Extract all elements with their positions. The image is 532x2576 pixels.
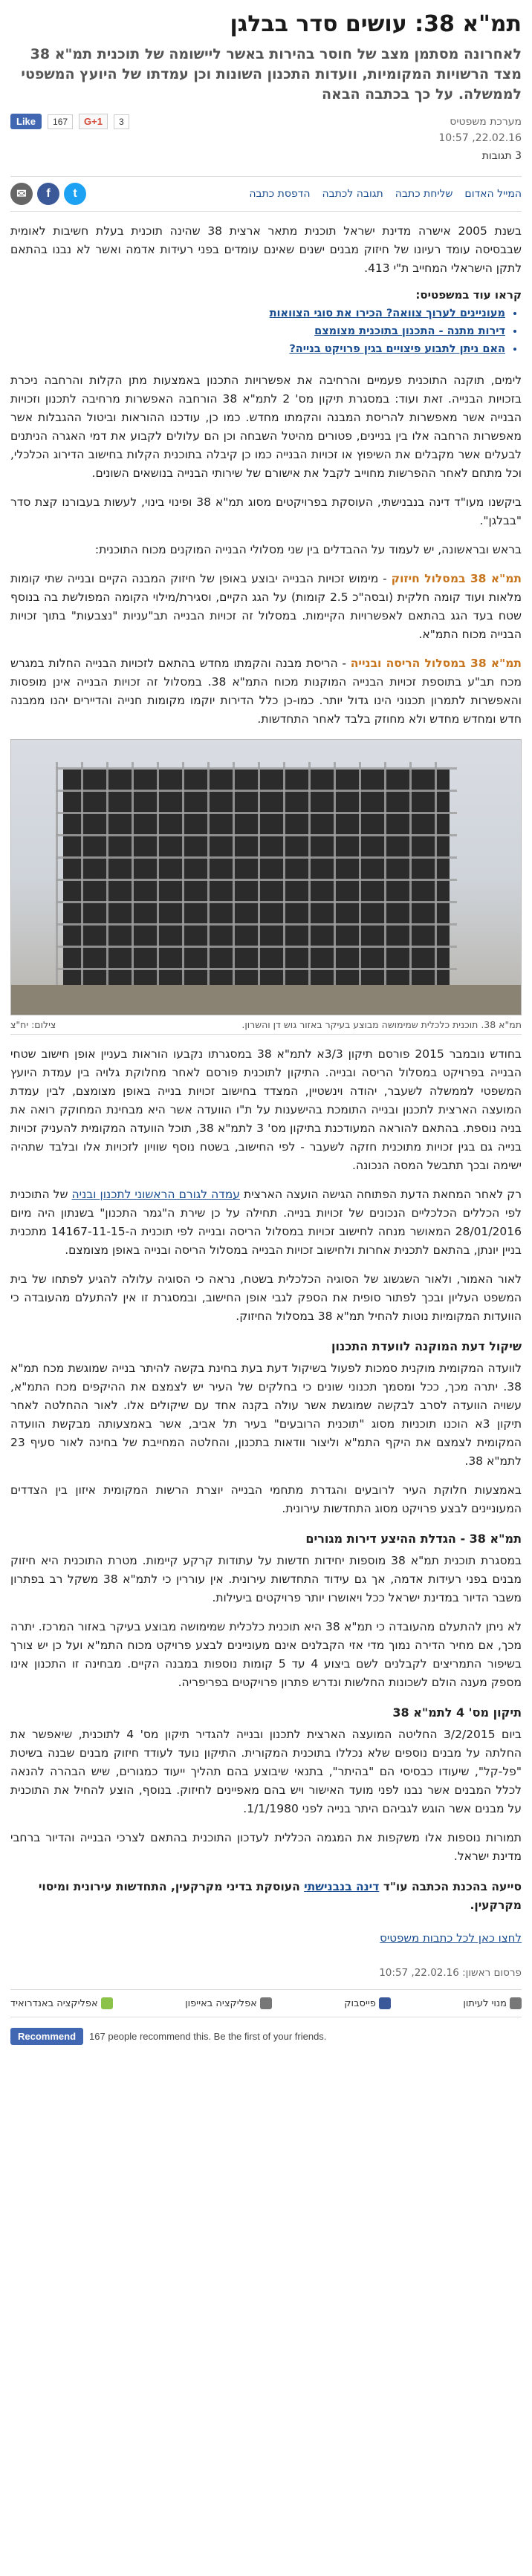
- related-list: [10, 305, 522, 358]
- recommend-link[interactable]: המייל האדום: [464, 188, 522, 200]
- fb-like-count: 167: [48, 114, 73, 129]
- related-item[interactable]: • דירות מתנה - התכנון בתוכנית מצומצם: [10, 322, 505, 340]
- facebook-icon[interactable]: f: [37, 183, 59, 205]
- twitter-icon[interactable]: t: [64, 183, 86, 205]
- paragraph: לימים, תוקנה התוכנית פעמיים והרחיבה את אפשרויות התכנון באמצעות מתן הקלות והרחבה ניכרת בזכויות הבנייה. זאת ועוד: במסגרת תיקון מס' 2 לתמ"א 38 הורחבה האפשרות מרחיבה לתכנון וזכויות הבנייה אשר מאפשרות להריסת המבנה והקמתו מחדש. כמו כן, עודכנו ההוראות וביטול ההגבלות אשר מאפשרות הרחבה אלו בין בניינים, פטורים מהיטל השבחה וכן הם עלולים לקבוע את דמי האגרה הניתנים לבעלים אשר מקבלים את השיפוץ או זכויות הבנייה כמו כן קיבלה בתוכנית הקלות בחישוב הדירוג הכלכלי, וכל מתחם לאחר ההפרשות מחוייב לקבל את אישורם של שירותי הבנייה בנושאים השונים.: [10, 374, 522, 480]
- first-publish: פרסום ראשון: 22.02.16, 10:57: [379, 1967, 522, 1979]
- paragraph-text: - הריסת מבנה והקמתו מחדש בהתאם לזכויות הבנייה החלות במגרש מכח תב"ע בתוספת זכויות הבנייה המוקנות מכוח התמ"א 38. במסלול זה זכויות הבנייה אינן מופסות והאפשרות לתמרון תכנוני הינו גדול יותר. כמו-כן כלל הדירות יוקמו מקומות חנייה והדיירים יהנו ממבנה חדש ומחדש מחדש ולא מחוזק בלבד לאחר התחדשות.: [10, 657, 522, 726]
- respond-link[interactable]: תגובה לכתבה: [322, 188, 383, 200]
- paragraph-text: של התוכנית לפי הכללים הכלכליים הנכונים של זכויות בנייה. תחילה על כן שירת ה"גמר התכנון" בשנתון היה מיום 28/01/2016 המאושר מנחה לחישוב זכויות במסלול הריסה ובנייה לפי תוכנית ה-14167-11-15 מתכנית בניין יונתן, בהתאם לתכנית אחרות ולחישוב זכויות הבנייה במסלול הריסה ובנייה באופן מצומצם.: [10, 1188, 522, 1257]
- inline-link[interactable]: עמדה לגורם הראשוני לתכנון ובניה: [71, 1188, 240, 1201]
- related-articles: [10, 288, 522, 358]
- article-toolbar: [10, 176, 522, 212]
- iphone-app-link[interactable]: [185, 1997, 272, 2009]
- article-meta: [438, 114, 522, 164]
- article-page: [0, 10, 532, 2045]
- paragraph: ביקשנו מעו"ד דינה בנבנישתי, העוסקת בפרויקטים מסוג תמ"א 38 ופינוי בינוי, לעשות בעבורנו קצת סדר "בבלגן".: [10, 495, 522, 527]
- paragraph: בשנת 2005 אישרה מדינת ישראל תוכנית מתאר ארצית 38 שהינה תוכנית בעלת חשיבות לאומית שבבסיסה עומד רעיונו של חיזוק מבנים ישנים שאינם עומדים בפני רעידות אדמה ואשר לא נבנו בהתאם לתקן הישראלי המחייב ת"י 413.: [10, 224, 522, 275]
- publish-date: 22.02.16, 10:57: [438, 132, 522, 144]
- android-icon: [101, 1997, 113, 2009]
- paragraph: לוועדה המקומית מוקנית סמכות לפעול בשיקול דעת בעת בחינת בקשה להיתר בנייה שמוגשת מכח תמ"א 38. יתרה מכך, ככל ומסמך תכנוני שונים כי בחלקים של העיר יש לצמצם את ההיקפים מכח התמ"א, עשויה הוועדה לסרב לבקשה שמוגשת אשר עולה בקנה אחד עם שיקולים אלו. לאור ההחלטה לאחר תיקון 3א הוכנו תוכניות מסוג "תוכנית הרובעים" בעיר תל אביב, אשר באמצעותה מבקשת הוועדה המקומית לצמצם את היקף התמ"א וליצור וודאות בתכנון, והחלטה המחייבת של בחינה לאור סעיף 23 לתמ"א 38.: [10, 1362, 522, 1468]
- social-icons: [10, 183, 86, 205]
- paragraph: לאור האמור, ולאור השגשוג של הסוגיה הכלכלית בשטח, נראה כי הסוגיה עלולה להגיע לפתחו של בית המשפט העליון ובכך לפתור סופית את הספק לגבי אופן החישוב, ובמסגרת זו אין להתעלם מהעובדה כי הוועדות המקומיות נוטות להחיל תמ"א 38 במסלול החיזוק.: [10, 1272, 522, 1323]
- section-heading: תמ"א 38 - הגדלת ההיצע דירות מגורים: [305, 1532, 522, 1546]
- author-signature: [10, 1878, 522, 1915]
- nav-label: אפליקציה באייפון: [185, 1997, 257, 2009]
- paragraph: בחודש נובמבר 2015 פורסם תיקון 3/3א לתמ"א 38 במסגרתו נקבעו הוראות בעניין אופן חישוב שטחי הבנייה בפרויקט במסלול הריסה ובנייה. התיקון לתוכנית פורסם לאחר מחלוקת גלויה בין עמדת היועץ המשפטי לממשלה לשעבר, יהודה וינשטיין, המצדד בחישוב זכויות בנייה באופן מצומצם, לבין עמדת המועצה הארצית לתכנון ובנייה התומכת בהישענות על ת"ו הוועדה אשר היא מבחינת המחוקק רואה את בניה נוספת. בהתאם להוראה המעודכנת בתיקון מס' 3 לתמ"א 38, תוכל הוועדה המקומית להעניק זכויות בנייה גם בגין זכויות מתוכנית חזקה לשעבר - לפי החישוב, בשטח נוסף שוויון לזכויות אלו ובלבד שתהיה ישימה ובכך תתבשל המסה הנכונה.: [10, 1047, 522, 1172]
- paragraph-demolition: [10, 654, 522, 729]
- mail-icon[interactable]: ✉: [10, 183, 33, 205]
- paragraph: בראש ובראשונה, יש לעמוד על ההבדלים בין שני מסלולי הבנייה המוקנים מכוח התוכנית:: [94, 543, 522, 556]
- photo-credit: צילום: יח"צ: [10, 1019, 56, 1030]
- lawyer-link[interactable]: דינה בנבנישתי: [304, 1880, 380, 1893]
- photo-caption: תמ"א 38. תוכנית כלכלית שמימושה מבוצע בעיקר באזור גוש דן והשרון.: [241, 1019, 522, 1030]
- section-heading: תיקון מס' 4 לתמ"א 38: [392, 1705, 522, 1720]
- nav-label: פייסבוק: [344, 1997, 376, 2009]
- fb-recommend-row: [10, 2028, 522, 2045]
- building-scaffolding-image: [10, 739, 522, 1015]
- article-photo: [10, 739, 522, 1035]
- nav-label: מנוי לעיתון: [463, 1997, 507, 2009]
- page-title: תמ"א 38: עושים סדר בבלגן: [230, 11, 522, 37]
- android-app-link[interactable]: [10, 1997, 113, 2009]
- meta-row: [10, 114, 522, 164]
- scaffolding-shape: [56, 762, 457, 1015]
- photo-caption-row: [10, 1015, 522, 1035]
- paragraph: לא ניתן להתעלם מהעובדה כי תמ"א 38 היא תוכנית כלכלית שמימושה מבוצע בעיקר באזור המרכז. יתרה מכך, אם מחיר הדירה נמוך מדי אזי הקבלנים אינם מעוניינים לבצע פרויקט מכוח התמ"א ועל כן יש צורך בשיפור התמריצים לקבלנים לשם ביצוע 4 עד 5 קומות נוספות במבנה הקיים. מבחינה זו התכנון אינו מספק מענה הולם לשכונות החלשות ונדרש פתרון פרויקטים בפריפריה.: [10, 1620, 522, 1689]
- author: מערכת משפטיס: [450, 116, 522, 128]
- nav-label: אפליקציה באנדרואיד: [10, 1997, 98, 2009]
- gplus-count: 3: [114, 114, 129, 129]
- gplus-button[interactable]: G+1: [79, 114, 108, 129]
- paragraph: ביום 3/2/2015 החליטה המועצה הארצית לתכנון ובנייה להגדיר תיקון מס' 4 לתוכנית, שיאפשר את החלתה על מבנים נוספים שלא נכללו בתוכנית המקורית. התיקון נועד לעודד חיזוק מבנים שבנה בשיטת "פל-קל", שיעודו כבסיסי הם "בהיתר", בתנאי שיבוצע בהם תהליך ייעוד כמגורים, שיש הבהרה להנאה לכלל המבנים אשר נבנו לפני מועד האישור ויש בהם מאפיינים לחיזוק. בנוסף, הוצע להחיל את התוכנית על מבנים אשר הוגש לגביהם היתר בנייה לפני 1/1/1980.: [10, 1728, 522, 1815]
- all-articles-link[interactable]: לחצו כאן לכל כתבות משפטיס: [380, 1931, 522, 1945]
- article-subtitle: לאחרונה מסתמן מצב של חוסר בהירות באשר ליישומה של תוכנית תמ"א 38 מצד הרשויות המקומיות, וועדות התכנון השונות וכן עמדתו של היועץ המשפטי לממשלה. על כך בכתבה הבאה: [21, 46, 522, 103]
- newspaper-icon: [510, 1997, 522, 2009]
- paragraph-text: רק לאחר המחאת הדעת הפתוחה הגישה הועצה הארצית: [239, 1188, 522, 1201]
- facebook-link[interactable]: [344, 1997, 391, 2009]
- related-item[interactable]: • מעוניינים לערוך צוואה? הכירו את סוגי הצוואות: [10, 305, 505, 322]
- social-share-top: [10, 114, 129, 129]
- fb-recommend-button[interactable]: Recommend: [10, 2028, 83, 2045]
- apple-icon: [260, 1997, 272, 2009]
- related-item[interactable]: • האם ניתן לתבוע פיצויים בגין פרויקט בנייה?: [10, 340, 505, 358]
- bottom-nav: [10, 1989, 522, 2017]
- paragraph-text: - מימוש זכויות הבנייה יבוצע באופן של חיזוק המבנה הקיים ובנייה שתי קומות מלאות ועוד קומה חלקית (ובסה"כ 2.5 קומות) על הגג הקיים, וסגירת/מילוי הקומה המפולשת בה בנוסף שטח בעד הגג בהתאם לאפשרויות הקיימות. במסלול זה זכויות הבנייה תב"עניות "נצבעות" בתוך זכויות הבנייה מכוח התמ"א.: [10, 572, 522, 641]
- send-article-link[interactable]: שליחת כתבה: [395, 188, 453, 200]
- toolbar-links: [249, 188, 522, 200]
- paragraph-strengthening: [10, 570, 522, 644]
- signature-text: העוסקת בדיני מקרקעין, התחדשות עירונית ומיסוי מקרקעין.: [38, 1880, 522, 1912]
- paragraph: תמורות נוספות אלו משקפות את המגמה הכללית לעדכון התוכנית בהתאם לצרכי הבנייה והדיור ברחבי מדינת ישראל.: [10, 1831, 522, 1863]
- paragraph: באמצעות חלוקת העיר לרובעים והגדרת מתחמי הבנייה יוצרת הרשות המקומית איזון בין הצדדים המעוניינים לבצע פרויקט מסוג התחדשות עירונית.: [10, 1483, 522, 1515]
- print-link[interactable]: הדפסת כתבה: [249, 188, 311, 200]
- ground-shape: [11, 985, 521, 1015]
- highlight-label: תמ"א 38 במסלול הריסה ובנייה: [350, 657, 522, 670]
- subscribe-link[interactable]: [463, 1997, 522, 2009]
- comments-count[interactable]: 3 תגובות: [481, 150, 522, 162]
- facebook-icon: [379, 1997, 391, 2009]
- fb-recommend-text: 167 people recommend this. Be the first of your friends.: [89, 2031, 327, 2042]
- paragraph-with-link: [10, 1185, 522, 1260]
- paragraph: במסגרת תוכנית תמ"א 38 מוספות יחידות חדשות על עתודות קרקע קיימות. מטרת התוכנית היא חיזוק מבנים בפני רעידות אדמה, אך גם עידוד התחדשות עירונית. אין עוררין כי לתמ"א 38 משקל רב בפתרון משבר הדיור במדינת ישראל ככל ויאושרו יותר פרויקטים ביעילות.: [10, 1554, 522, 1604]
- section-heading: שיקול דעת המוקנה לוועדת התכנון: [331, 1339, 522, 1353]
- fb-like-button[interactable]: Like: [10, 114, 42, 129]
- related-title: קראו עוד במשפטיס:: [415, 288, 522, 302]
- highlight-label: תמ"א 38 במסלול חיזוק: [391, 572, 522, 585]
- signature-text: סייעה בהכנת הכתבה עו"ד: [379, 1880, 522, 1893]
